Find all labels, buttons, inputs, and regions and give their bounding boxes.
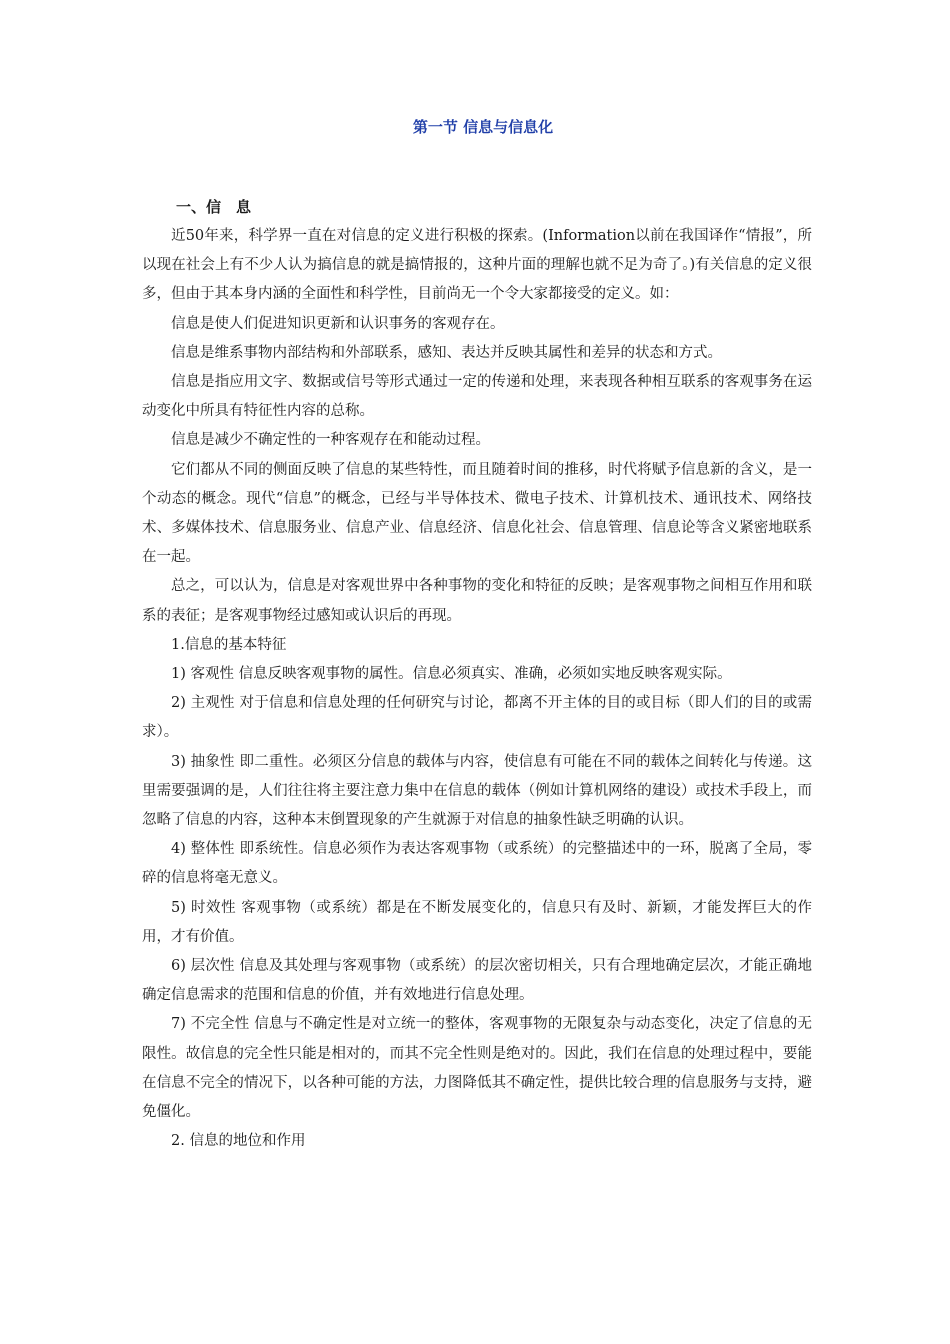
list-item-hierarchy: 6) 层次性 信息及其处理与客观事物（或系统）的层次密切相关，只有合理地确定层次，才能正确地确定信息需求的范围和信息的价值，并有效地进行信息处理。	[142, 958, 812, 1004]
list-item-abstraction: 3) 抽象性 即二重性。必须区分信息的载体与内容，使信息有可能在不同的载体之间转化与传递。这里需要强调的是，人们往往将主要注意力集中在信息的载体（例如计算机网络的建设）或技术手段上，而忽略了信息的内容，这种本末倒置现象的产生就源于对信息的抽象性缺乏明确的认识。	[142, 753, 812, 829]
paragraph-summary: 总之，可以认为，信息是对客观世界中各种事物的变化和特征的反映；是客观事物之间相互作用和联系的表征；是客观事物经过感知或认识后的再现。	[142, 578, 812, 624]
paragraph-definition-3: 信息是指应用文字、数据或信号等形式通过一定的传递和处理，来表现各种相互联系的客观事务在运动变化中所具有特征性内容的总称。	[142, 374, 812, 420]
section-title: 第一节 信息与信息化	[412, 118, 554, 136]
body-text	[142, 222, 812, 1157]
list-item-subjectivity: 2) 主观性 对于信息和信息处理的任何研究与讨论，都离不开主体的目的或目标（即人们的目的或需求）。	[142, 695, 812, 741]
paragraph-definition-4: 信息是减少不确定性的一种客观存在和能动过程。	[171, 432, 490, 449]
subheading-status-and-role: 2. 信息的地位和作用	[171, 1133, 306, 1150]
paragraph-intro: 近50年来，科学界一直在对信息的定义进行积极的探索。(Information以前在我国译作“情报”，所以现在社会上有不少人认为搞信息的就是搞情报的，这种片面的理解也就不足为奇了。)有关信息的定义很多，但由于其本身内涵的全面性和科学性，目前尚无一个令大家都接受的定义。如：	[142, 228, 812, 303]
list-item-objectivity: 1) 客观性 信息反映客观事物的属性。信息必须真实、准确，必须如实地反映客观实际。	[171, 666, 732, 683]
list-item-integrity: 4) 整体性 即系统性。信息必须作为表达客观事物（或系统）的完整描述中的一环，脱离了全局，零碎的信息将毫无意义。	[142, 841, 812, 887]
subheading-basic-features: 1.信息的基本特征	[171, 636, 287, 653]
paragraph-discussion: 它们都从不同的侧面反映了信息的某些特性，而且随着时间的推移，时代将赋予信息新的含义，是一个动态的概念。现代“信息”的概念，已经与半导体技术、微电子技术、计算机技术、通讯技术、网络技术、多媒体技术、信息服务业、信息产业、信息经济、信息化社会、信息管理、信息论等含义紧密地联系在一起。	[142, 461, 812, 566]
subsection-heading: 一、信 息	[176, 198, 252, 216]
list-item-timeliness: 5) 时效性 客观事物（或系统）都是在不断发展变化的，信息只有及时、新颖，才能发挥巨大的作用，才有价值。	[142, 899, 812, 945]
list-item-incompleteness: 7) 不完全性 信息与不确定性是对立统一的整体，客观事物的无限复杂与动态变化，决定了信息的无限性。故信息的完全性只能是相对的，而其不完全性则是绝对的。因此，我们在信息的处理过程中，要能在信息不完全的情况下，以各种可能的方法，力图降低其不确定性，提供比较合理的信息服务与支持，避免僵化。	[142, 1016, 812, 1121]
paragraph-definition-1: 信息是使人们促进知识更新和认识事务的客观存在。	[171, 315, 505, 332]
paragraph-definition-2: 信息是维系事物内部结构和外部联系，感知、表达并反映其属性和差异的状态和方式。	[171, 344, 722, 361]
